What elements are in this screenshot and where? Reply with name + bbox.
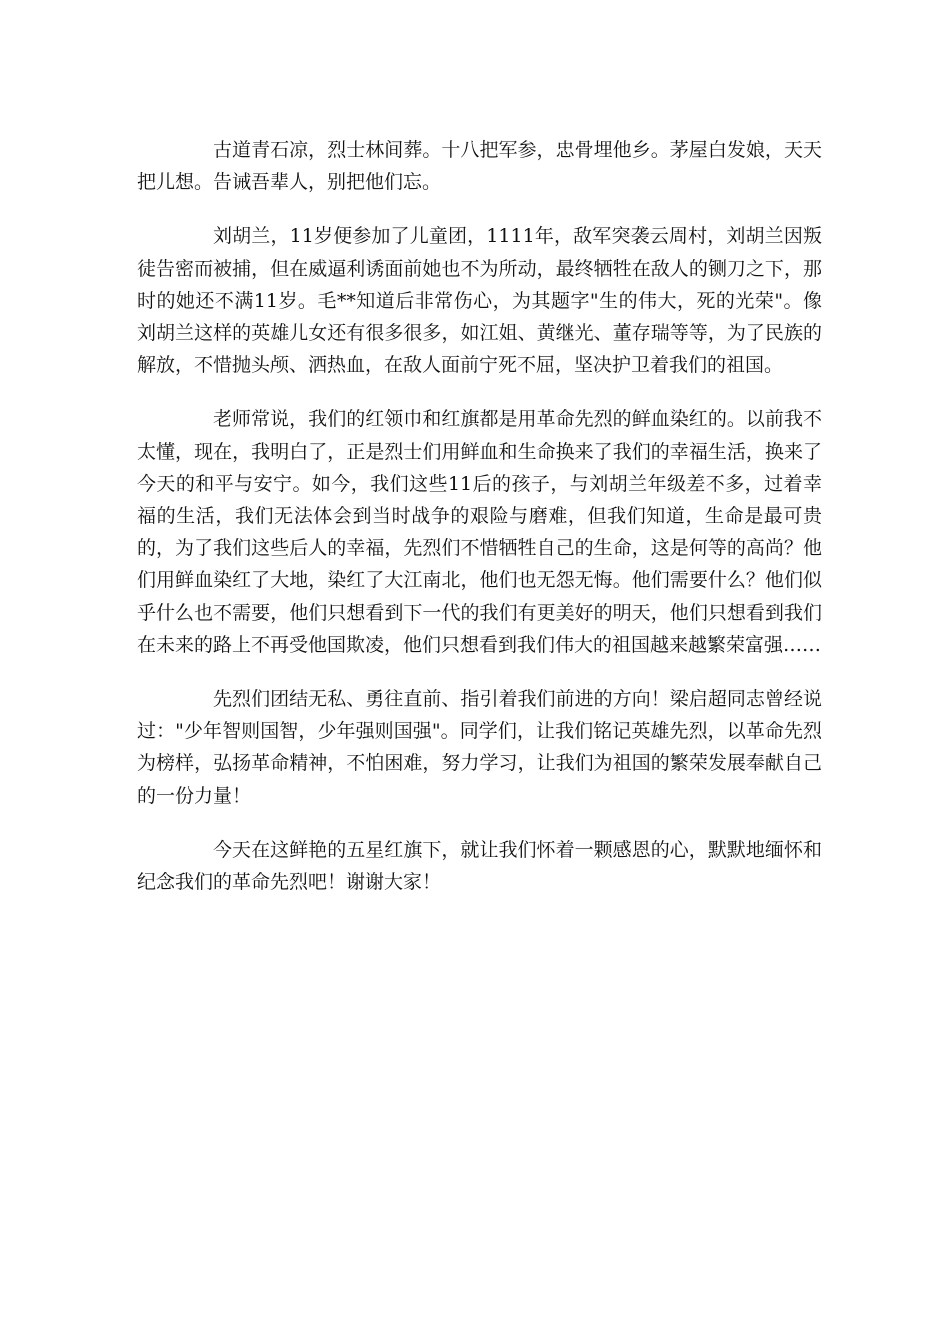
paragraph-poem: 古道青石凉，烈士林间葬。十八把军参，忠骨埋他乡。茅屋白发娘，天天把儿想。告诫吾辈人，别把他们忘。: [137, 139, 822, 194]
paragraph-martyrs: 先烈们团结无私、勇往直前、指引着我们前进的方向！梁启超同志曾经说过："少年智则国智，少年强则国强"。同学们，让我们铭记英雄先烈，以革命先烈为榜样，弘扬革命精神，不怕困难，努力学习，让我们为祖国的繁荣发展奉献自己的一份力量！: [137, 688, 822, 807]
paragraph-teacher: 老师常说，我们的红领巾和红旗都是用革命先烈的鲜血染红的。以前我不太懂，现在，我明白了，正是烈士们用鲜血和生命换来了我们的幸福生活，换来了今天的和平与安宁。如今，我们这些11后的孩子，与刘胡兰年级差不多，过着幸福的生活，我们无法体会到当时战争的艰险与磨难，但我们知道，生命是最可贵的，为了我们这些后人的幸福，先烈们不惜牺牲自己的生命，这是何等的高尚？他们用鲜血染红了大地，染红了大江南北，他们也无怨无悔。他们需要什么？他们似乎什么也不需要，他们只想看到下一代的我们有更美好的明天，他们只想看到我们在未来的路上不再受他国欺凌，他们只想看到我们伟大的祖国越来越繁荣富强……: [137, 408, 822, 656]
document-body: [137, 134, 822, 920]
paragraph-liu-hulan: 刘胡兰，11岁便参加了儿童团，1111年，敌军突袭云周村，刘胡兰因叛徒告密而被捕，但在威逼利诱面前她也不为所动，最终牺牲在敌人的铡刀之下，那时的她还不满11岁。毛**知道后非常伤心，为其题字"生的伟大，死的光荣"。像刘胡兰这样的英雄儿女还有很多很多，如江姐、黄继光、董存瑞等等，为了民族的解放，不惜抛头颅、洒热血，在敌人面前宁死不屈，坚决护卫着我们的祖国。: [137, 225, 822, 377]
paragraph-closing: 今天在这鲜艳的五星红旗下，就让我们怀着一颗感恩的心，默默地缅怀和纪念我们的革命先烈吧！谢谢大家！: [137, 838, 822, 894]
